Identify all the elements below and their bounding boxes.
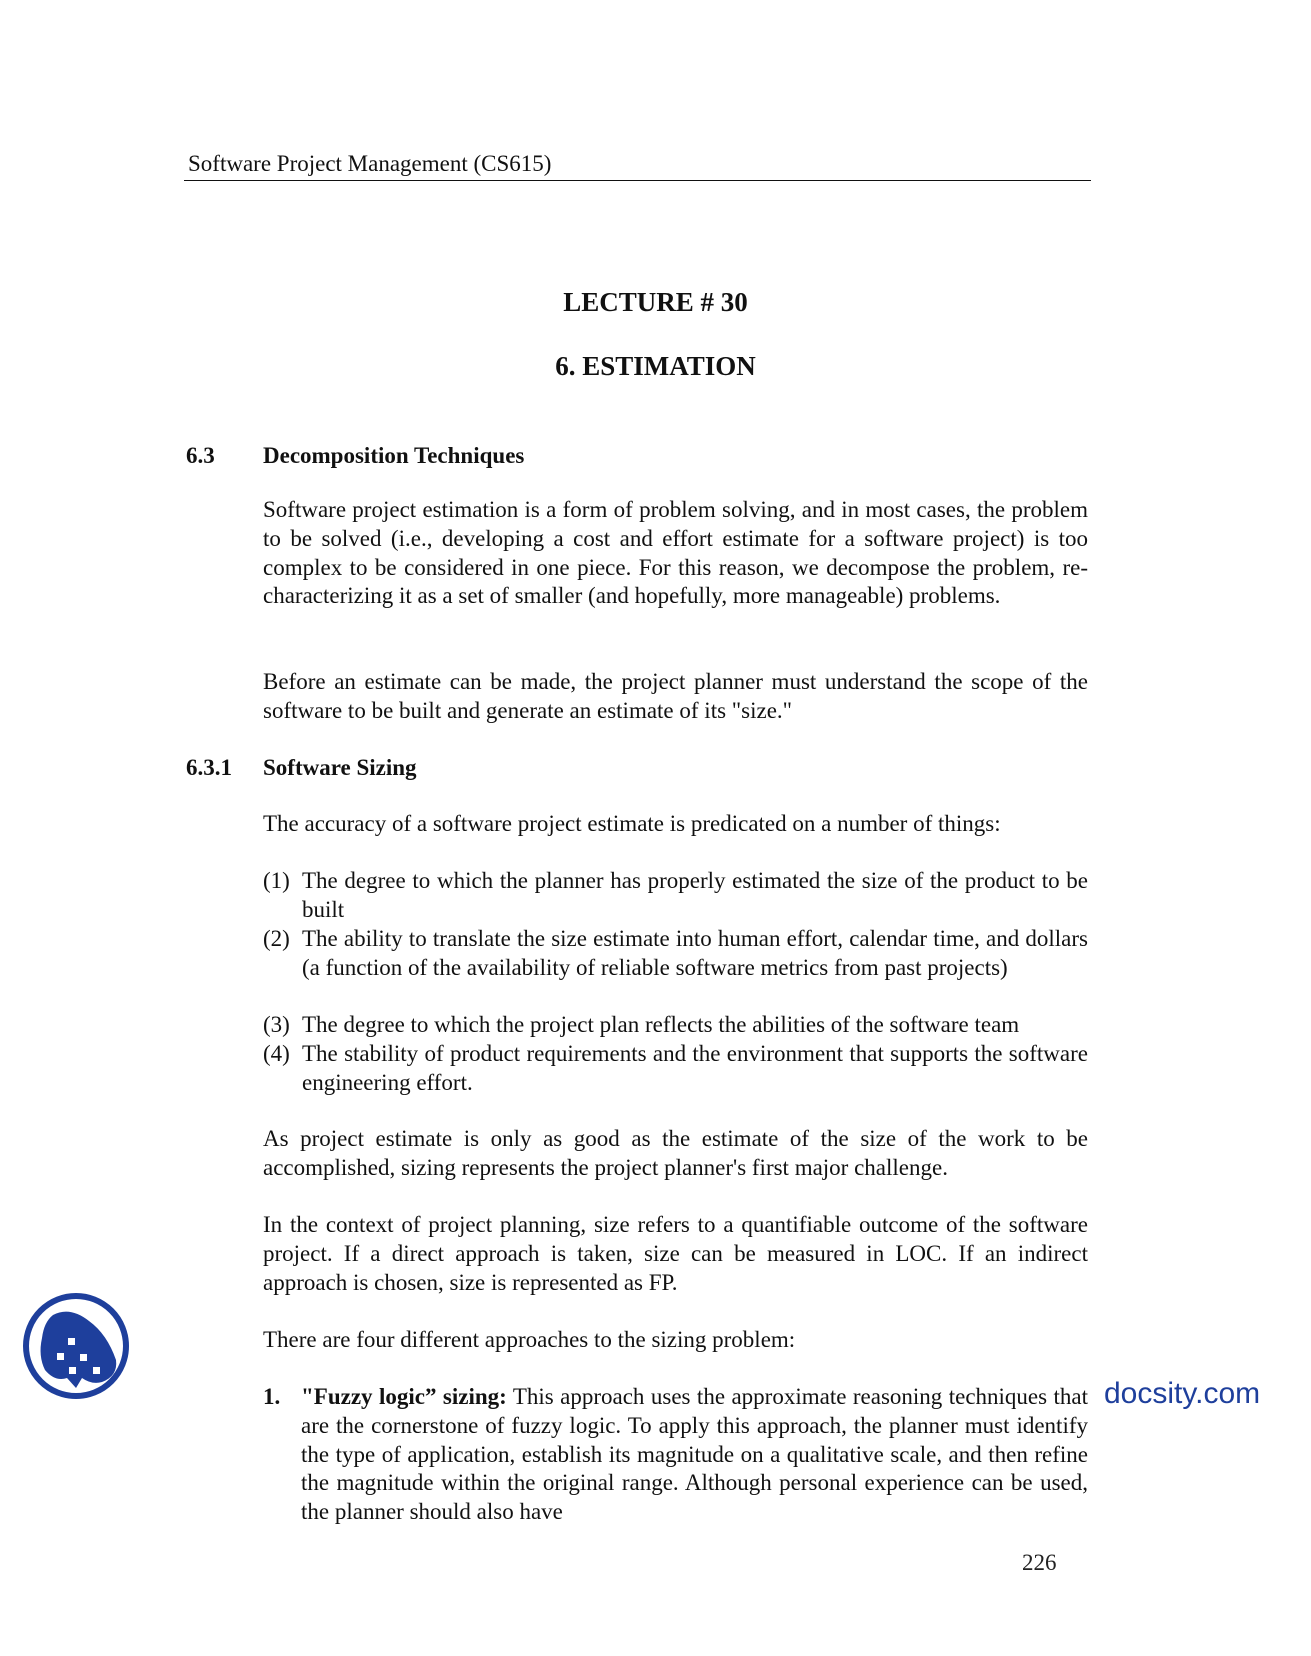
subsection-title: Software Sizing: [263, 755, 417, 780]
list-item-text: The degree to which the planner has properly estimated the size of the product to be built: [302, 868, 1088, 922]
docsity-logo-icon: [20, 1290, 132, 1402]
list-item: [263, 867, 1088, 925]
page-number-text: 226: [1022, 1550, 1057, 1575]
approach-number: 1.: [263, 1384, 281, 1409]
paragraph: The accuracy of a software project estimate is predicated on a number of things:: [263, 811, 1001, 836]
paragraph: Before an estimate can be made, the project planner must understand the scope of the software to be built and generate an estimate of its "size.": [263, 669, 1088, 723]
chapter-heading: 6. ESTIMATION: [555, 351, 756, 381]
subsection-number: 6.3.1: [186, 755, 232, 780]
approach-description: This approach uses the approximate reasoning techniques that are the cornerstone of fuzzy logic. To apply this approach, the planner must identify the type of application, establish its magnitude on a qualitative scale, and then refine the magnitude within the original range. Although personal experience can be used, the planner should also have: [301, 1384, 1089, 1525]
list-item-number: (2): [263, 926, 290, 951]
section-number: 6.3: [186, 443, 215, 468]
approach-item: [263, 1383, 1088, 1527]
list-item-number: (3): [263, 1012, 290, 1037]
header-rule: [184, 180, 1091, 181]
paragraph: There are four different approaches to the sizing problem:: [263, 1327, 796, 1352]
approach-text: [301, 1383, 1088, 1527]
list-item-text: The stability of product requirements and the environment that supports the software engineering effort.: [302, 1041, 1088, 1095]
header-title: Software Project Management (CS615): [188, 151, 552, 176]
list-item: [263, 925, 1088, 983]
paragraph: Software project estimation is a form of problem solving, and in most cases, the problem to be solved (i.e., developing a cost and effort estimate for a software project) is too complex to be considered in one piece. For this reason, we decompose the problem, re-characterizing it as a set of smaller (and hopefully, more manageable) problems.: [263, 497, 1088, 609]
list-item-text: The ability to translate the size estimate into human effort, calendar time, and dollars (a function of the availability of reliable software metrics from past projects): [302, 926, 1088, 980]
paragraph: In the context of project planning, size refers to a quantifiable outcome of the software project. If a direct approach is taken, size can be measured in LOC. If an indirect approach is chosen, size is represented as FP.: [263, 1212, 1088, 1295]
list-item-number: (4): [263, 1041, 290, 1066]
section-title: Decomposition Techniques: [263, 443, 525, 468]
list-item: [263, 1040, 1088, 1098]
page-number: [1022, 1550, 1092, 1575]
lecture-heading: LECTURE # 30: [563, 287, 748, 317]
paragraph: As project estimate is only as good as the estimate of the size of the work to be accomplished, sizing represents the project planner's first major challenge.: [263, 1126, 1088, 1180]
list-item-text: The degree to which the project plan reflects the abilities of the software team: [302, 1012, 1020, 1037]
docsity-brand[interactable]: docsity.com: [1104, 1377, 1261, 1410]
list-item-number: (1): [263, 868, 290, 893]
list-item: [263, 1011, 1088, 1040]
approach-title: "Fuzzy logic” sizing:: [301, 1384, 507, 1409]
